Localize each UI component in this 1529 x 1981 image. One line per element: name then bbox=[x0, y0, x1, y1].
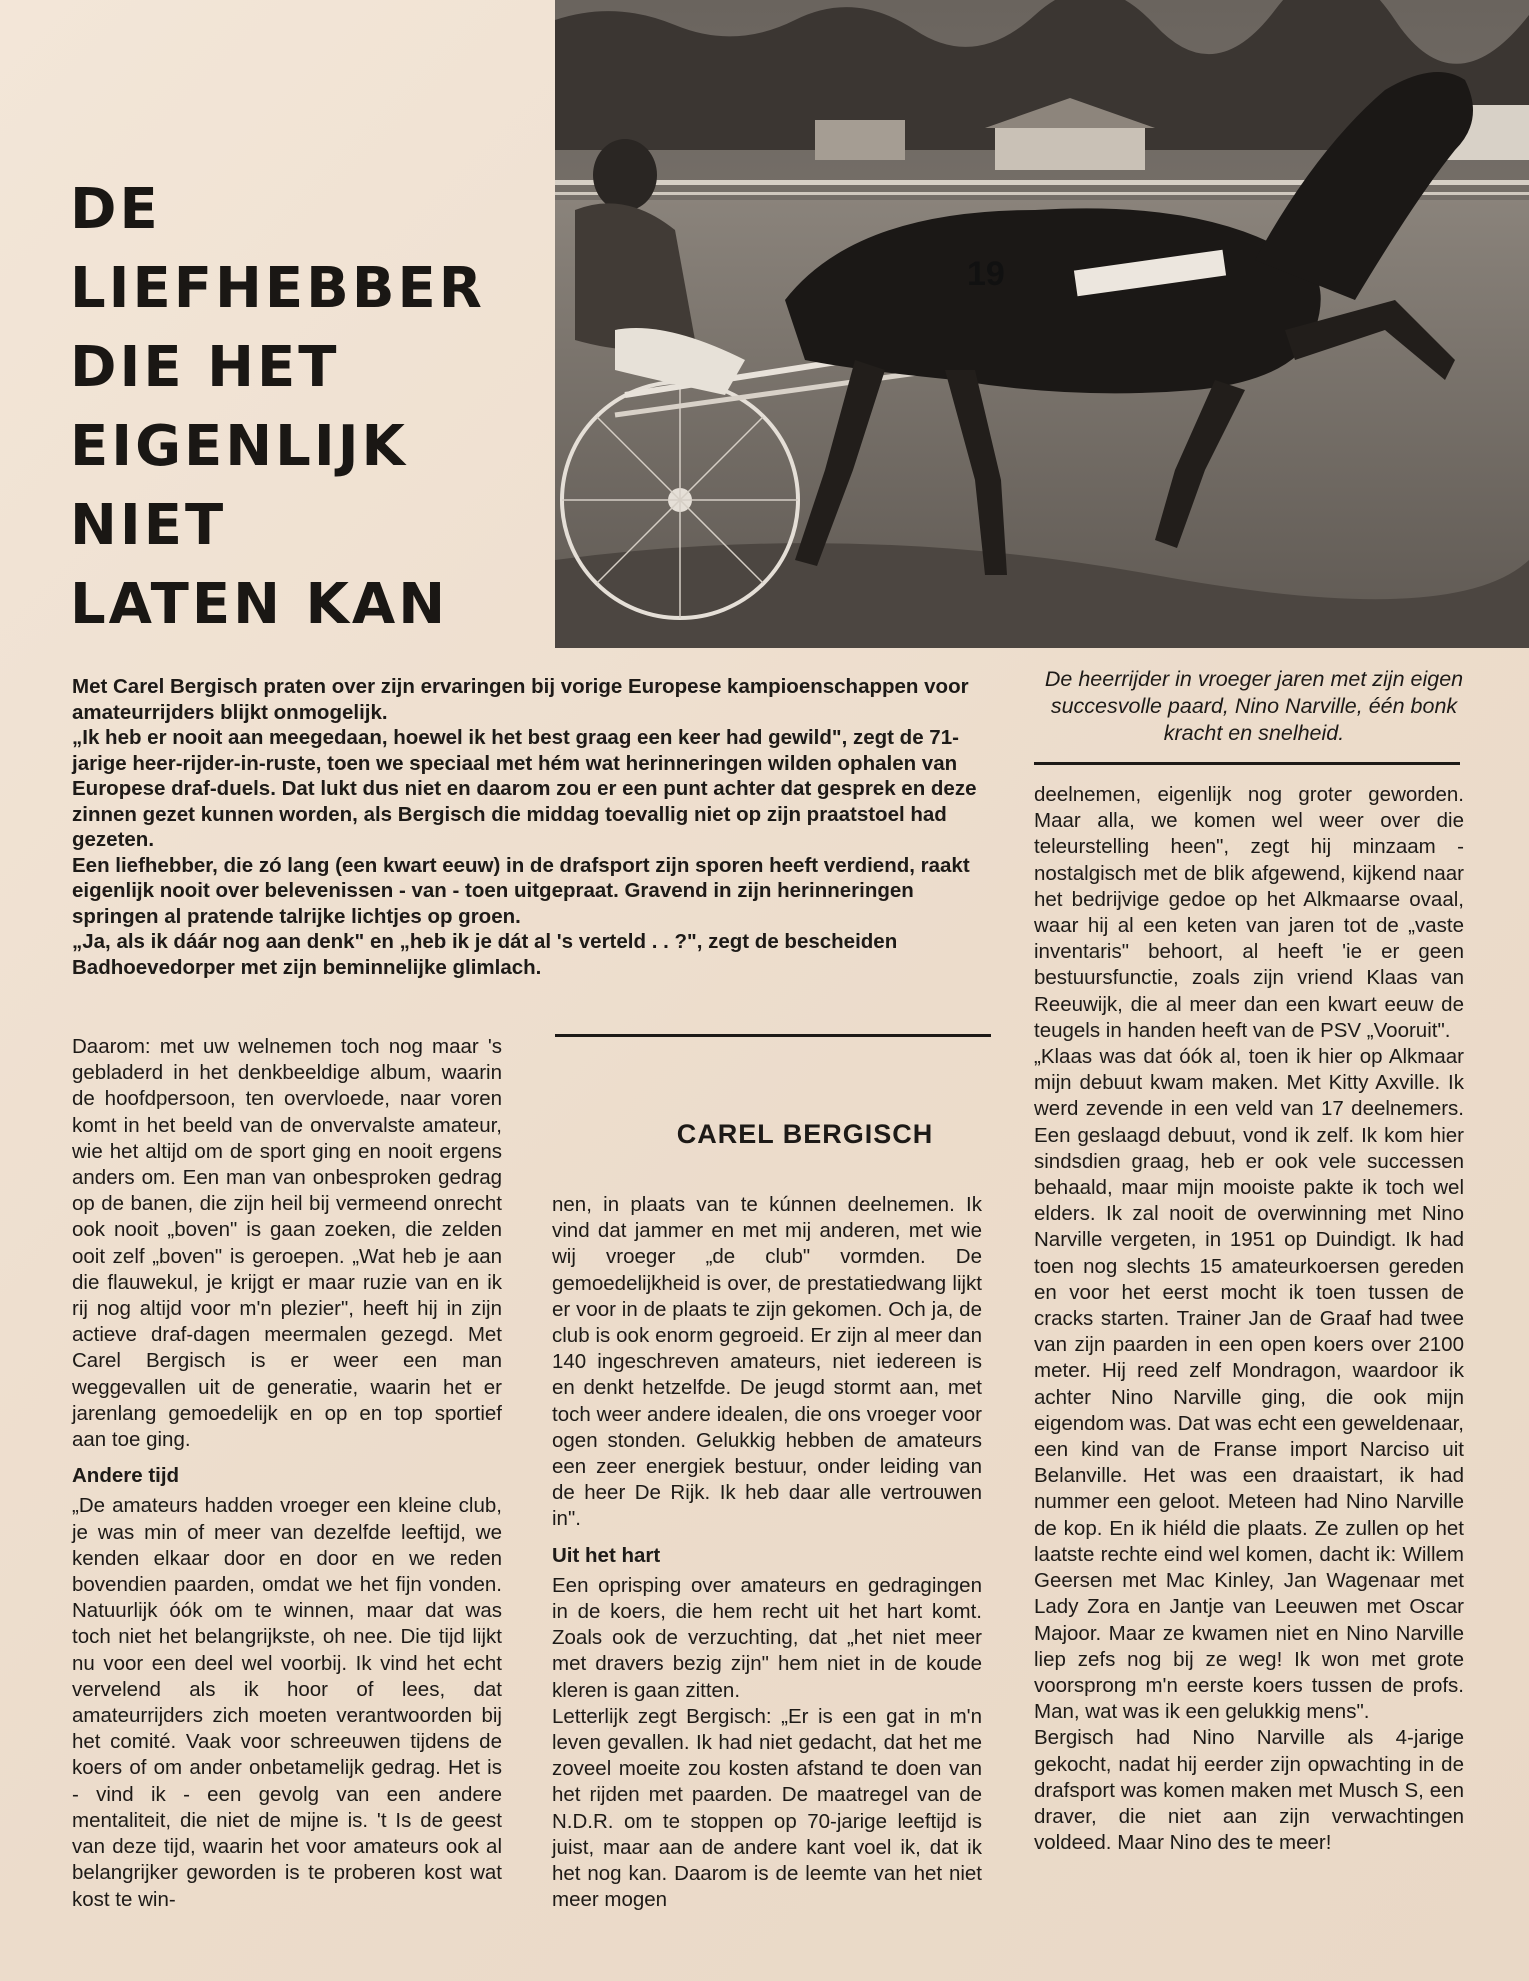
harness-racing-photo bbox=[555, 0, 1529, 648]
intro-paragraph: Met Carel Bergisch praten over zijn ervaringen bij vorige Europese kampioenschappen voor amateurrijders blijkt onmogelijk. bbox=[72, 675, 969, 724]
body-paragraph: nen, in plaats van te kúnnen deelnemen. Ik vind dat jammer en met mij anderen, met wie wij vroeger „de club" vormden. De gemoedelijkheid is over, de prestatiedwang lijkt er voor in de plaats te zijn gekomen. Och ja, de club is ook enorm gegroeid. Er zijn al meer dan 140 ingeschreven amateurs, niet iedereen is en denkt hetzelfde. De jeugd stormt aan, met toch weer andere idealen, die ons vroeger voor ogen stonden. Gelukkig hebben de amateurs een zeer energiek bestuur, onder leiding van de heer De Rijk. Ik heb daar alle vertrouwen in". bbox=[552, 1193, 982, 1531]
photo-illustration bbox=[555, 0, 1529, 648]
body-paragraph: „De amateurs hadden vroeger een kleine club, je was min of meer van dezelfde leeftijd, we kenden elkaar door en door en we reden bovendien paarden, omdat we het fijn vonden. Natuurlijk óók om te winnen, maar dat was toch niet het belangrijkste, oh nee. Die tijd lijkt nu voor een deel wel voorbij. Ik vind het echt vervelend als ik hoor of lees, dat amateurrijders zich moeten verantwoorden bij het comité. Vaak voor schreeuwen tijdens de koers of om ander onbetamelijk gedrag. Het is - vind ik - een gevolg van een andere mentaliteit, die niet de mijne is. 't Is de geest van deze tijd, waarin het voor amateurs ook al belangrijker geworden is te proberen kost wat kost te win- bbox=[72, 1494, 502, 1911]
bib-number: 19 bbox=[967, 255, 1005, 293]
text-column-2 bbox=[552, 1192, 982, 1913]
section-heading: Andere tijd bbox=[72, 1464, 180, 1488]
body-paragraph: Een oprisping over amateurs en gedragingen in de koers, die hem recht uit het hart komt. Zoals ook de verzuchting, dat „het niet meer met dravers bezig zijn" hem niet in de koude kleren is gaan zitten. bbox=[552, 1573, 982, 1702]
intro-paragraph: Een liefhebber, die zó lang (een kwart eeuw) in de drafsport zijn sporen heeft verdiend, raakt eigenlijk nooit over belevenissen - van - toen uitgepraat. Gravend in zijn herinneringen springen al pratende talrijke lichtjes op groen. bbox=[72, 853, 970, 928]
headline-line: EIGENLIJK bbox=[70, 414, 408, 479]
intro-block bbox=[72, 674, 994, 980]
body-paragraph: Bergisch had Nino Narville als 4-jarige gekocht, nadat hij eerder zijn opwachting in de drafsport was komen maken met Musch S, een draver, die niet aan zijn verwachtingen voldeed. Maar Nino des te meer! bbox=[1034, 1726, 1464, 1855]
headline-line: LIEFHEBBER bbox=[70, 256, 485, 321]
intro-paragraph: „Ja, als ik dáár nog aan denk" en „heb ik je dát al 's verteld . . ?", zegt de bescheiden Badhoevedorper met zijn beminnelijke glimlach. bbox=[72, 930, 898, 979]
caption-text: De heerrijder in vroeger jaren met zijn eigen succesvolle paard, Nino Narville, één bonk kracht en snelheid. bbox=[1044, 667, 1464, 745]
body-paragraph: deelnemen, eigenlijk nog groter geworden. Maar alla, we komen wel weer over die teleurstelling heen", zegt hij minzaam - nostalgisch met de blik afgewend, kijkend naar het bedrijvige gedoe op het Alkmaarse ovaal, waar hij al een keten van jaren tot de „vaste inventaris" behoort, al heeft 'ie er geen bestuursfunctie, zoals zijn vriend Klaas van Reeuwijk, die al meer dan een kwart eeuw de teugels in handen heeft van de PSV „Vooruit". bbox=[1034, 783, 1464, 1042]
article-headline bbox=[70, 170, 540, 644]
author-divider bbox=[555, 1034, 991, 1037]
headline-line: LATEN KAN bbox=[70, 572, 449, 637]
headline-line: DE bbox=[70, 177, 161, 242]
headline-line: NIET bbox=[70, 493, 227, 558]
section-heading: Uit het hart bbox=[552, 1543, 661, 1567]
body-paragraph: „Klaas was dat óók al, toen ik hier op Alkmaar mijn debuut kwam maken. Met Kitty Axville. Ik werd zevende in een veld van 17 deelnemers. Een geslaagd debuut, vond ik zelf. Ik kom hier sindsdien graag, heb er ook vele successen behaald, maar mijn mooiste pakte ik toch wel elders. Ik zal nooit de overwinning met Nino Narville vergeten, in 1951 op Duindigt. Ik had toen nog slechts 15 amateurkoersen gereden en voor het eerst mocht ik toen tussen de cracks starten. Trainer Jan de Graaf had twee van zijn paarden in een open koers over 2100 meter. Hij reed zelf Mondragon, waardoor ik achter Nino Narville ging, die ook mijn eigendom was. Dat was echt een geweldenaar, een kind van de Franse import Narciso uit Belanville. Het was een draaistart, ik had nummer een geloot. Meteen had Nino Narville de kop. En ik hiéld die plaats. Ze zullen op het laatste rechte eind wel komen, dacht ik: Willem Geersen met Mac Kinley, Jan Wagenaar met Lady Zora en Jantje van Leeuwen met Oscar Majoor. Maar ze kwamen niet en Nino Narville liep zefs nog bij ze weg! Ik won met grote voorsprong m'n eerste koers tussen de profs. Man, wat was ik een gelukkig mens". bbox=[1034, 1045, 1464, 1724]
intro-paragraph: „Ik heb er nooit aan meegedaan, hoewel ik het best graag een keer had gewild", zegt de 71-jarige heer-rijder-in-ruste, toen we speciaal met hém wat herinneringen wilden ophalen van Europese draf-duels. Dat lukt dus niet en daarom zou er een punt achter dat gesprek en deze zinnen gezet kunnen worden, als Bergisch die middag toevallig niet op zijn praatstoel had gezeten. bbox=[72, 726, 977, 851]
text-column-1 bbox=[72, 1034, 502, 1913]
text-column-3 bbox=[1034, 782, 1464, 1856]
body-paragraph: Letterlijk zegt Bergisch: „Er is een gat in m'n leven gevallen. Ik had niet gedacht, dat het me zoveel moeite zou kosten afstand te doen van het rijden met paarden. De maatregel van de N.D.R. om te stoppen op 70-jarige leeftijd is juist, maar aan de andere kant voel ik, dat ik het nog kan. Daarom is de leemte van het niet meer mogen bbox=[552, 1704, 982, 1912]
body-paragraph: Daarom: met uw welnemen toch nog maar 's gebladerd in het denkbeeldige album, waarin de hoofdpersoon, ten overvloede, naar voren komt in het beeld van de onvervalste amateur, wie het altijd om de sport ging en nooit ergens anders om. Een man van onbesproken gedrag op de banen, die zijn heil bij vermeend onrecht ook nooit „boven" is gaan zoeken, die zelden ooit zelf „boven" is geroepen. „Wat heb je aan die flauwekul, je krijgt er maar ruzie van en ik rij nog altijd voor m'n plezier", heeft hij in zijn actieve draf-dagen meermalen gezegd. Met Carel Bergisch is er weer een man weggevallen uit de generatie, waarin het er jarenlang gemoedelijk en op en top sportief aan toe ging. bbox=[72, 1035, 502, 1452]
author-byline: CAREL BERGISCH bbox=[676, 1119, 934, 1149]
photo-caption bbox=[1034, 666, 1474, 747]
headline-line: DIE HET bbox=[70, 335, 340, 400]
caption-divider bbox=[1034, 762, 1460, 765]
